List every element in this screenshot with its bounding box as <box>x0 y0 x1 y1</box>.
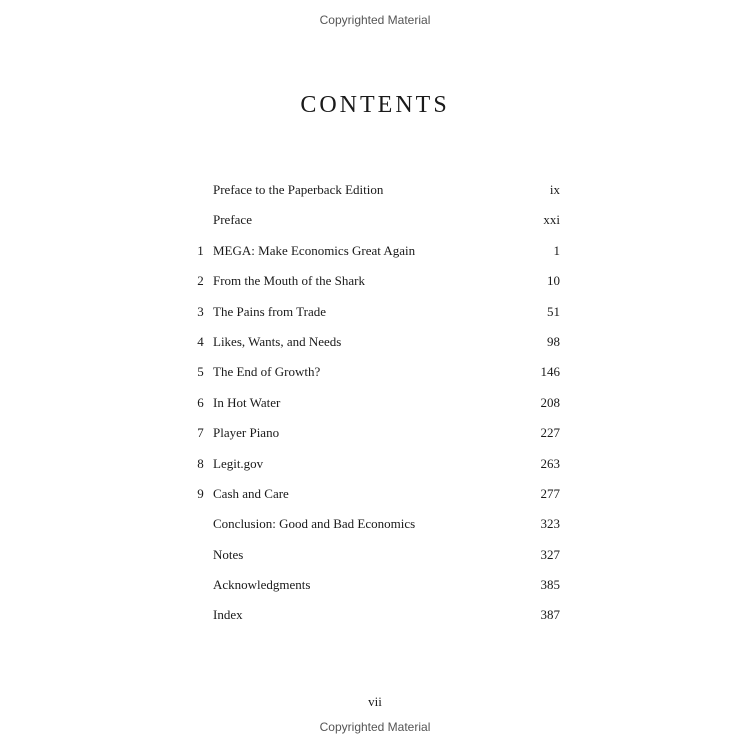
page-number: 227 <box>540 425 560 441</box>
chapter-title: The Pains from Trade <box>213 303 327 319</box>
chapter-title: Index <box>213 607 243 623</box>
chapter-title: Acknowledgments <box>213 577 311 593</box>
page-number: 10 <box>547 273 560 289</box>
page-number: 385 <box>540 577 560 593</box>
toc-entry[interactable] <box>188 547 560 577</box>
page-number: 277 <box>540 485 560 501</box>
toc-entry[interactable] <box>188 395 560 425</box>
page-number: 146 <box>540 364 560 380</box>
chapter-title: In Hot Water <box>213 394 281 410</box>
page-title: CONTENTS <box>300 92 450 118</box>
toc-entry[interactable] <box>188 577 560 607</box>
chapter-number: 6 <box>197 394 204 410</box>
toc-entry[interactable] <box>188 212 560 242</box>
chapter-title: From the Mouth of the Shark <box>213 273 366 289</box>
chapter-title: Preface <box>213 212 252 228</box>
folio-page-number: vii <box>368 694 382 709</box>
chapter-title: Notes <box>213 546 244 562</box>
toc-entry[interactable] <box>188 304 560 334</box>
toc-entry[interactable] <box>188 243 560 273</box>
toc-entry[interactable] <box>188 273 560 303</box>
chapter-number: 3 <box>197 303 204 319</box>
page-number: 387 <box>540 607 560 623</box>
toc-entry[interactable] <box>188 182 560 212</box>
page-number: 327 <box>540 546 560 562</box>
page-number: ix <box>549 182 560 197</box>
table-of-contents <box>188 182 560 638</box>
chapter-title: Conclusion: Good and Bad Economics <box>213 516 416 532</box>
chapter-title: MEGA: Make Economics Great Again <box>213 242 416 258</box>
page-number: xxi <box>543 212 560 228</box>
chapter-number: 9 <box>197 485 204 501</box>
watermark-top: Copyrighted Material <box>319 13 431 27</box>
chapter-title: The End of Growth? <box>213 364 321 380</box>
page-number: 263 <box>540 455 560 471</box>
page-number: 323 <box>540 516 560 532</box>
chapter-title: Legit.gov <box>213 455 264 471</box>
chapter-number: 5 <box>197 364 204 380</box>
page-number: 208 <box>540 394 560 410</box>
toc-entry[interactable] <box>188 516 560 546</box>
toc-entry[interactable] <box>188 364 560 394</box>
chapter-number: 7 <box>197 425 204 441</box>
chapter-title: Player Piano <box>213 425 280 441</box>
page-number: 51 <box>547 303 560 319</box>
chapter-title: Likes, Wants, and Needs <box>213 333 342 349</box>
chapter-number: 1 <box>197 242 204 258</box>
toc-entry[interactable] <box>188 334 560 364</box>
chapter-title: Cash and Care <box>213 485 289 501</box>
toc-entry[interactable] <box>188 607 560 637</box>
toc-entry[interactable] <box>188 425 560 455</box>
page-number: 1 <box>553 242 560 258</box>
toc-entry[interactable] <box>188 456 560 486</box>
page-number: 98 <box>547 333 560 349</box>
toc-entry[interactable] <box>188 486 560 516</box>
chapter-number: 4 <box>197 333 204 349</box>
chapter-title: Preface to the Paperback Edition <box>213 182 384 197</box>
chapter-number: 2 <box>197 273 204 289</box>
chapter-number: 8 <box>197 455 204 471</box>
watermark-bottom: Copyrighted Material <box>319 720 431 734</box>
